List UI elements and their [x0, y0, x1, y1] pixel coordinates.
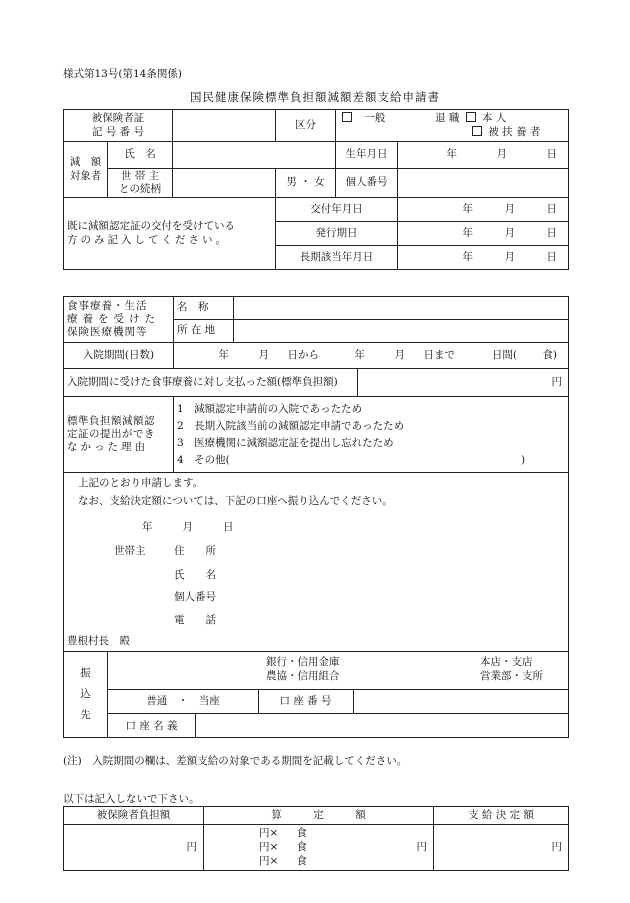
issue-date-label: 交付年月日 — [276, 198, 398, 222]
apply-line-2: なお、支給決定額については、下記の口座へ振り込んでください。 — [78, 495, 393, 507]
insured-burden-label: 被保険者負担額 — [64, 807, 204, 825]
dependent-label: 被 扶 養 者 — [488, 126, 541, 138]
page-title: 国民健康保険標準負担額減額差額支給申請書 — [190, 90, 440, 104]
transfer-label: 振 込 先 — [64, 652, 108, 738]
long-term-label: 長期該当年月日 — [276, 246, 398, 270]
category-label: 区分 — [276, 110, 336, 142]
addressee: 豊根村長 殿 — [67, 635, 130, 647]
category-options — [336, 110, 569, 142]
reason-label: 標準負担額減額認 定証の提出ができ なかった理由 — [64, 397, 174, 473]
account-no-field[interactable] — [354, 689, 568, 713]
cert-note: 既に減額認定証の交付を受けている 方のみ記入してください。 — [64, 198, 276, 270]
application-block — [64, 473, 569, 652]
no-fill-note: 以下は記入しないで下さい。 — [63, 793, 200, 805]
account-type-select[interactable]: 普通 ・ 当座 — [108, 689, 259, 713]
relation-field[interactable] — [173, 169, 276, 198]
reason-option-2[interactable]: 2 長期入院該当前の減額認定申請であったため — [177, 419, 405, 432]
facility-label: 食事療養・生活 療養を受けた 保険医療機関等 — [64, 297, 174, 343]
reason-option-1[interactable]: 1 減額認定申請前の入院であったため — [177, 402, 363, 415]
start-date-label: 発行期日 — [276, 222, 398, 246]
facility-address-label: 所 在 地 — [174, 320, 234, 343]
account-no-label: 口 座 番 号 — [258, 689, 354, 713]
reason-option-3[interactable]: 3 医療機関に減額認定証を提出し忘れたため — [177, 436, 394, 449]
name2-label: 氏 名 — [174, 569, 216, 581]
paid-amount-row — [64, 369, 569, 397]
account-name-label: 口 座 名 義 — [108, 714, 196, 738]
address-label: 住 所 — [174, 545, 216, 557]
insured-burden-field: 円 — [64, 825, 204, 871]
retired-label: 退 職 — [435, 112, 460, 124]
subject-label: 減 額 対象者 — [64, 142, 108, 198]
facility-name-field[interactable] — [234, 297, 569, 320]
account-name-field[interactable] — [196, 714, 568, 738]
general-checkbox[interactable] — [342, 112, 352, 122]
start-date-field[interactable]: 年 月 日 — [398, 222, 569, 246]
bank-block — [108, 652, 569, 738]
phone-label: 電 話 — [174, 614, 216, 626]
individual2-label: 個人番号 — [174, 591, 216, 603]
form-number: 様式第13号(第14条関係) — [63, 68, 182, 80]
period-label: 入院期間(日数) — [64, 343, 174, 369]
apply-line-1: 上記のとおり申請します。 — [78, 477, 204, 489]
self-checkbox[interactable] — [466, 112, 476, 122]
paid-amount-field[interactable]: 円 — [551, 375, 562, 388]
dob-label: 生年月日 — [336, 142, 398, 169]
individual-no-label: 個人番号 — [336, 169, 398, 198]
reason-options — [174, 397, 569, 473]
office-use-table — [63, 806, 569, 871]
name-label: 氏 名 — [108, 142, 173, 169]
calculated-field: 円× 食 円× 食 円× 食 円 — [204, 825, 434, 871]
facility-name-label: 名 称 — [174, 297, 234, 320]
general-label: 一般 — [364, 112, 386, 124]
self-label: 本 人 — [482, 112, 507, 124]
facility-address-field[interactable] — [234, 320, 569, 343]
paid-label: 入院期間に受けた食事療養に対し支払った額(標準負担額) — [64, 369, 358, 396]
claim-table — [63, 296, 569, 738]
insured-no-label: 被保険者証 記 号 番 号 — [64, 110, 173, 142]
relation-label: 世 帯 主 との続柄 — [108, 169, 173, 198]
issue-date-field[interactable]: 年 月 日 — [398, 198, 569, 222]
reason-option-4[interactable]: 4 その他( ) — [177, 453, 526, 466]
decided-label: 支 給 決 定 額 — [434, 807, 569, 825]
period-field[interactable]: 年 月 日から 年 月 日まで 日間( 食) — [174, 343, 569, 369]
calculated-label: 算 定 額 — [204, 807, 434, 825]
insured-no-field[interactable] — [173, 110, 276, 142]
decided-field: 円 — [434, 825, 569, 871]
long-term-field[interactable]: 年 月 日 — [398, 246, 569, 270]
gender-select[interactable]: 男 ・ 女 — [276, 169, 336, 198]
bank-field[interactable]: 銀行・信用金庫 農協・信用組合 本店・支店 営業部・支所 — [108, 652, 568, 690]
dependent-checkbox[interactable] — [472, 126, 482, 136]
apply-date[interactable]: 年 月 日 — [142, 521, 234, 533]
note: (注) 入院期間の欄は、差額支給の対象である期間を記載してください。 — [63, 755, 408, 767]
householder-label: 世帯主 — [114, 545, 146, 557]
applicant-table — [63, 109, 569, 270]
dob-field[interactable]: 年 月 日 — [398, 142, 569, 169]
individual-no-field[interactable] — [398, 169, 569, 198]
name-field[interactable] — [173, 142, 336, 169]
